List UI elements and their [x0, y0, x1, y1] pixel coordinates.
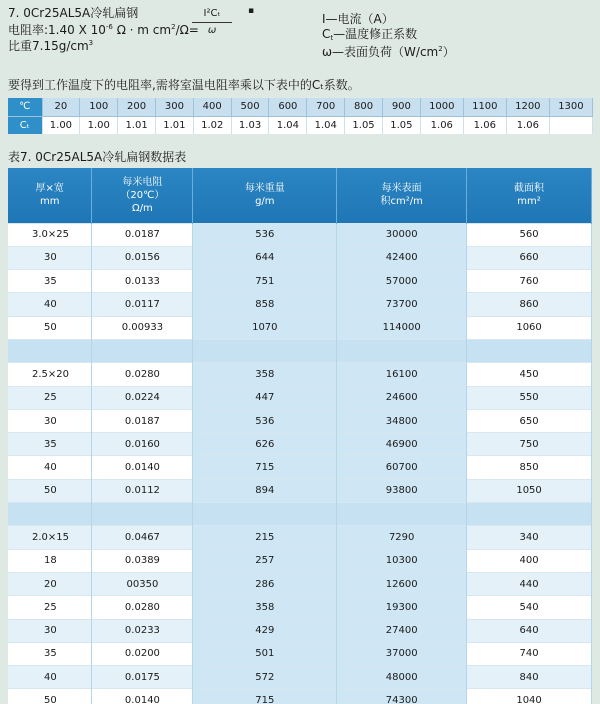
- table7-title: 表7. 0Cr25AL5A冷轧扁钢数据表: [8, 150, 187, 164]
- table-row: [8, 596, 592, 619]
- cell-dimension: 25: [8, 596, 92, 619]
- cell-cross-section: 860: [467, 293, 592, 316]
- temperature-row: [8, 98, 593, 116]
- table-body: [8, 223, 592, 704]
- cell-weight: 447: [193, 386, 337, 409]
- temperature-cell: 1300: [549, 98, 592, 116]
- steel-data-table: [8, 168, 592, 704]
- table-row: [8, 526, 592, 549]
- cell-surface: 34800: [337, 409, 467, 432]
- temperature-cell: 1000: [420, 98, 463, 116]
- header-weight: [193, 168, 337, 223]
- cell-cross-section: 550: [467, 386, 592, 409]
- header-resistance-l2: （20℃）: [120, 189, 165, 201]
- cell-weight: 572: [193, 666, 337, 689]
- cell-resistance: 0.0140: [92, 689, 193, 704]
- legend-surface-load-suffix: ）: [442, 45, 455, 59]
- cell-dimension: 25: [8, 386, 92, 409]
- temperature-label: ℃: [8, 98, 42, 116]
- header-resistance-l1: 每米电阻: [122, 176, 163, 188]
- legend-surface-load-exponent: 2: [438, 45, 443, 53]
- temperature-cell: 20: [42, 98, 80, 116]
- cell-resistance: 0.0117: [92, 293, 193, 316]
- cell-weight: 536: [193, 409, 337, 432]
- table-header-row: [8, 168, 592, 223]
- cell-cross-section: 450: [467, 363, 592, 386]
- cell-dimension: 3.0×25: [8, 223, 92, 246]
- cell-weight: [193, 503, 337, 526]
- cell-resistance: 0.00933: [92, 316, 193, 339]
- cell-surface: 46900: [337, 433, 467, 456]
- coefficient-cell: 1.05: [345, 116, 383, 134]
- fraction-bar: [192, 22, 232, 23]
- coefficient-cell: 1.06: [463, 116, 506, 134]
- cell-weight: 215: [193, 526, 337, 549]
- density-prefix: 比重7.15g/cm: [8, 39, 89, 53]
- temperature-coefficient-table: [8, 98, 593, 134]
- cell-weight: 501: [193, 642, 337, 665]
- cell-dimension: 30: [8, 409, 92, 432]
- spacer-row: [8, 503, 592, 526]
- header-cross-section: [467, 168, 592, 223]
- temperature-cell: 200: [118, 98, 156, 116]
- cell-weight: 858: [193, 293, 337, 316]
- cell-cross-section: 1060: [467, 316, 592, 339]
- cell-resistance: 0.0112: [92, 479, 193, 502]
- cell-cross-section: 400: [467, 549, 592, 572]
- cell-surface: 37000: [337, 642, 467, 665]
- cell-resistance: 0.0140: [92, 456, 193, 479]
- formula-numerator: I²Cₜ: [203, 8, 221, 19]
- legend-current: I—电流（A）: [322, 12, 394, 26]
- cell-surface: 60700: [337, 456, 467, 479]
- cell-resistance: 0.0389: [92, 549, 193, 572]
- cell-cross-section: 640: [467, 619, 592, 642]
- legend-temp-coef-prefix: C: [322, 27, 331, 41]
- cell-weight: 715: [193, 689, 337, 704]
- cell-surface: 30000: [337, 223, 467, 246]
- cell-dimension: 50: [8, 316, 92, 339]
- cell-surface: 114000: [337, 316, 467, 339]
- coefficient-cell: 1.04: [307, 116, 345, 134]
- density-line: [8, 36, 93, 53]
- cell-weight: 894: [193, 479, 337, 502]
- resistivity-prefix: 电阻率:1.40 X 10: [8, 23, 106, 37]
- cell-surface: 12600: [337, 572, 467, 595]
- cell-surface: 24600: [337, 386, 467, 409]
- cell-surface: 7290: [337, 526, 467, 549]
- coefficient-cell: 1.05: [382, 116, 420, 134]
- cell-surface: 42400: [337, 246, 467, 269]
- cell-surface: 19300: [337, 596, 467, 619]
- table-row: [8, 456, 592, 479]
- header-dimension-l1: 厚×宽: [35, 183, 64, 195]
- cell-cross-section: 560: [467, 223, 592, 246]
- cell-resistance: 0.0280: [92, 596, 193, 619]
- table-row: [8, 270, 592, 293]
- cell-resistance: 0.0200: [92, 642, 193, 665]
- cell-resistance: 0.0224: [92, 386, 193, 409]
- cell-weight: 536: [193, 223, 337, 246]
- cell-dimension: 18: [8, 549, 92, 572]
- coefficient-cell: 1.03: [231, 116, 269, 134]
- cell-dimension: 2.0×15: [8, 526, 92, 549]
- cell-resistance: [92, 503, 193, 526]
- cell-weight: 715: [193, 456, 337, 479]
- legend-surface-load-prefix: ω—表面负荷（W/cm: [322, 45, 439, 59]
- cell-resistance: 0.0160: [92, 433, 193, 456]
- header-dimension: [8, 168, 92, 223]
- table-row: [8, 316, 592, 339]
- cell-dimension: 50: [8, 479, 92, 502]
- coefficient-cell: 1.01: [118, 116, 156, 134]
- cell-surface: 73700: [337, 293, 467, 316]
- cell-resistance: 0.0233: [92, 619, 193, 642]
- cell-surface: 48000: [337, 666, 467, 689]
- section-title: 7. 0Cr25AL5A冷轧扁钢: [8, 6, 139, 20]
- cell-weight: 751: [193, 270, 337, 293]
- cell-weight: 286: [193, 572, 337, 595]
- table-row: [8, 572, 592, 595]
- header-surface-l2: 积cm²/m: [380, 196, 423, 208]
- table-row: [8, 363, 592, 386]
- header-dimension-l2: mm: [39, 196, 60, 208]
- cell-cross-section: 340: [467, 526, 592, 549]
- cell-cross-section: 660: [467, 246, 592, 269]
- cell-dimension: 2.5×20: [8, 363, 92, 386]
- cell-weight: 358: [193, 596, 337, 619]
- cell-dimension: 35: [8, 270, 92, 293]
- resistivity-exponent: -6: [105, 23, 113, 31]
- cell-resistance: 0.0187: [92, 409, 193, 432]
- cell-surface: 57000: [337, 270, 467, 293]
- cell-dimension: 20: [8, 572, 92, 595]
- temperature-cell: 100: [80, 98, 118, 116]
- cell-dimension: 40: [8, 293, 92, 316]
- coefficient-cell: 1.02: [193, 116, 231, 134]
- header-surface: [337, 168, 467, 223]
- cell-cross-section: 760: [467, 270, 592, 293]
- cell-surface: [337, 339, 467, 362]
- coefficient-label: Cₜ: [8, 116, 42, 134]
- header-cross-section-l1: 截面积: [514, 183, 545, 195]
- cell-weight: 644: [193, 246, 337, 269]
- coefficient-cell: 1.06: [506, 116, 549, 134]
- temperature-cell: 800: [345, 98, 383, 116]
- cell-surface: 74300: [337, 689, 467, 704]
- cell-weight: 626: [193, 433, 337, 456]
- temperature-cell: 500: [231, 98, 269, 116]
- resistivity-unit: Ω · m cm: [112, 23, 172, 37]
- table-row: [8, 246, 592, 269]
- cell-dimension: 40: [8, 666, 92, 689]
- header-weight-l1: 每米重量: [244, 183, 285, 195]
- resistivity-unit-exponent: 2: [171, 23, 176, 31]
- table-row: [8, 619, 592, 642]
- legend-surface-load: [322, 42, 455, 59]
- header-resistance-l3: Ω/m: [132, 202, 153, 214]
- cell-weight: [193, 339, 337, 362]
- cell-resistance: 0.0133: [92, 270, 193, 293]
- cell-resistance: 0.0467: [92, 526, 193, 549]
- resistivity-suffix: /Ω=: [175, 23, 199, 37]
- cell-weight: 358: [193, 363, 337, 386]
- cell-surface: [337, 503, 467, 526]
- spacer-row: [8, 339, 592, 362]
- coefficient-cell: 1.00: [80, 116, 118, 134]
- cell-resistance: 0.0280: [92, 363, 193, 386]
- temperature-cell: 1200: [506, 98, 549, 116]
- cell-dimension: 50: [8, 689, 92, 704]
- coefficient-cell: [549, 116, 592, 134]
- cell-surface: 16100: [337, 363, 467, 386]
- cell-dimension: [8, 339, 92, 362]
- cell-cross-section: 440: [467, 572, 592, 595]
- table-row: [8, 409, 592, 432]
- legend-temp-coef-suffix: —温度修正系数: [333, 27, 418, 41]
- coefficient-cell: 1.06: [420, 116, 463, 134]
- header-surface-l1: 每米表面: [381, 183, 422, 195]
- cell-surface: 93800: [337, 479, 467, 502]
- temperature-cell: 900: [382, 98, 420, 116]
- cell-cross-section: 840: [467, 666, 592, 689]
- cell-resistance: [92, 339, 193, 362]
- table-row: [8, 293, 592, 316]
- temperature-cell: 600: [269, 98, 307, 116]
- table-row: [8, 549, 592, 572]
- formula-fraction: [192, 8, 232, 37]
- cell-surface: 10300: [337, 549, 467, 572]
- cell-cross-section: 540: [467, 596, 592, 619]
- table-row: [8, 386, 592, 409]
- cell-resistance: 00350: [92, 572, 193, 595]
- cell-cross-section: [467, 503, 592, 526]
- cell-resistance: 0.0156: [92, 246, 193, 269]
- table-row: [8, 689, 592, 704]
- header-weight-l2: g/m: [255, 196, 275, 208]
- cell-dimension: 35: [8, 433, 92, 456]
- resistivity-line: [8, 20, 199, 37]
- coefficient-cell: 1.04: [269, 116, 307, 134]
- table-row: [8, 433, 592, 456]
- cell-weight: 257: [193, 549, 337, 572]
- bullet-icon: ▪: [248, 6, 255, 16]
- coefficient-cell: 1.01: [155, 116, 193, 134]
- instruction-note: 要得到工作温度下的电阻率,需将室温电阻率乘以下表中的Cₜ系数。: [8, 78, 360, 92]
- formula-denominator: ω: [207, 25, 217, 36]
- cell-dimension: 30: [8, 246, 92, 269]
- cell-resistance: 0.0187: [92, 223, 193, 246]
- temperature-cell: 700: [307, 98, 345, 116]
- cell-cross-section: 740: [467, 642, 592, 665]
- cell-cross-section: [467, 339, 592, 362]
- cell-dimension: 40: [8, 456, 92, 479]
- cell-dimension: 30: [8, 619, 92, 642]
- cell-cross-section: 1040: [467, 689, 592, 704]
- cell-weight: 429: [193, 619, 337, 642]
- temperature-cell: 300: [155, 98, 193, 116]
- cell-cross-section: 750: [467, 433, 592, 456]
- header-resistance: [92, 168, 193, 223]
- cell-cross-section: 1050: [467, 479, 592, 502]
- density-exponent: 3: [88, 39, 94, 47]
- temperature-cell: 1100: [463, 98, 506, 116]
- cell-weight: 1070: [193, 316, 337, 339]
- cell-cross-section: 650: [467, 409, 592, 432]
- legend-temp-coef-sub: t: [330, 34, 334, 42]
- table-row: [8, 666, 592, 689]
- cell-resistance: 0.0175: [92, 666, 193, 689]
- cell-surface: 27400: [337, 619, 467, 642]
- coefficient-cell: 1.00: [42, 116, 80, 134]
- coefficient-row: [8, 116, 593, 134]
- cell-dimension: 35: [8, 642, 92, 665]
- temperature-cell: 400: [193, 98, 231, 116]
- cell-dimension: [8, 503, 92, 526]
- table-row: [8, 479, 592, 502]
- table-row: [8, 223, 592, 246]
- table-row: [8, 642, 592, 665]
- header-cross-section-l2: mm²: [517, 196, 541, 208]
- cell-cross-section: 850: [467, 456, 592, 479]
